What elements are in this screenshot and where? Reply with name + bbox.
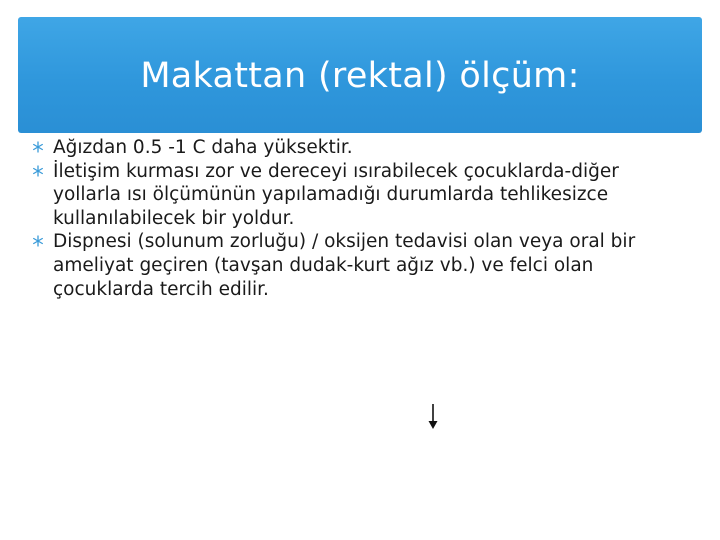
bullet-text-3: Dispnesi (solunum zorluğu) / oksijen tedavisi olan veya oral bir ameliyat geçiren (tavşan dudak-kurt ağız vb.) ve felci olan çocuklarda tercih edilir. (53, 231, 636, 300)
asterisk-bullet-icon (32, 141, 44, 153)
bullet-item-3 (0, 230, 720, 301)
down-arrow-icon (426, 404, 440, 430)
bullet-text-2: İletişim kurması zor ve dereceyi ısırabilecek çocuklarda-diğer yollarla ısı ölçümünün yapılamadığı durumlarda tehlikesizce kullanılabilecek bir yoldur. (53, 160, 619, 229)
bullet-item-1 (0, 136, 720, 160)
asterisk-bullet-icon (32, 235, 44, 247)
bullet-item-2 (0, 160, 720, 231)
asterisk-bullet-icon (32, 165, 44, 177)
bullet-text-1: Ağızdan 0.5 -1 C daha yüksektir. (53, 137, 353, 158)
bullet-list (0, 136, 720, 301)
slide-title: Makattan (rektal) ölçüm: (140, 56, 580, 96)
